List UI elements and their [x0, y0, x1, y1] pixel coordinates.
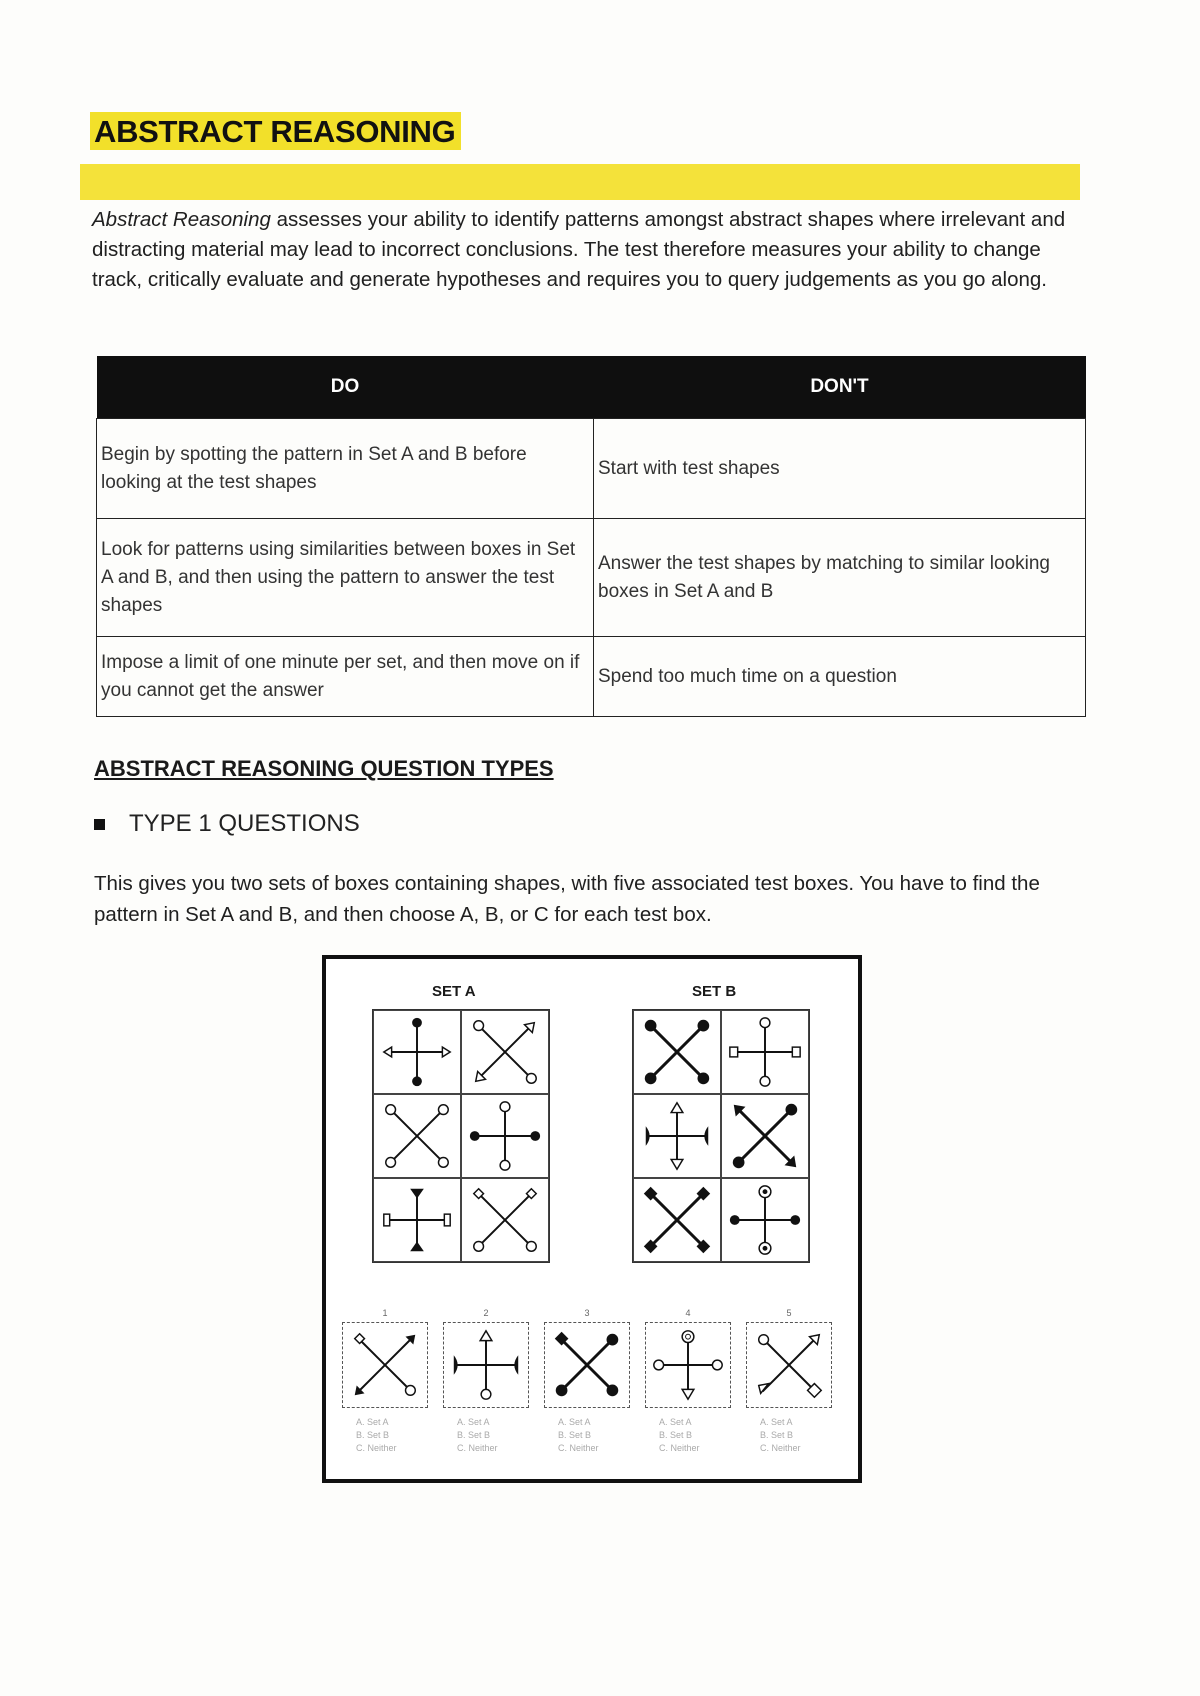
- answer-option[interactable]: A. Set A: [558, 1417, 591, 1427]
- answer-option[interactable]: A. Set A: [356, 1417, 389, 1427]
- answer-option[interactable]: C. Neither: [760, 1443, 801, 1453]
- square-bullet-icon: [94, 819, 105, 830]
- set-a-box: [373, 1178, 461, 1262]
- test-box: [544, 1308, 630, 1455]
- test-box: [342, 1308, 428, 1455]
- set-a-box: [461, 1178, 549, 1262]
- answer-option[interactable]: C. Neither: [659, 1443, 700, 1453]
- set-b-box: [721, 1178, 809, 1262]
- type1-heading-text: TYPE 1 QUESTIONS: [129, 810, 360, 837]
- test-box: [443, 1308, 529, 1455]
- dont-header: DON'T: [594, 356, 1086, 419]
- table-row: [97, 519, 1086, 637]
- answer-options: [342, 1416, 428, 1455]
- type1-description: This gives you two sets of boxes containing shapes, with five associated test boxes. You have to find the pattern in Set A and B, and then choose A, B, or C for each test box.: [94, 872, 1040, 926]
- table-row: [97, 637, 1086, 717]
- set-a-box: [373, 1094, 461, 1178]
- intro-text: assesses your ability to identify patterns amongst abstract shapes where irrelevant and distracting material may lead to incorrect conclusions. The test therefore measures your ability to change track, critically evaluate and generate hypotheses and requires you to query judgements as you go along.: [92, 208, 1066, 291]
- set-a-box: [461, 1094, 549, 1178]
- test-box-shape: [544, 1322, 630, 1408]
- answer-option[interactable]: A. Set A: [457, 1417, 490, 1427]
- set-b-label: SET B: [692, 983, 737, 1000]
- test-box-shape: [645, 1322, 731, 1408]
- answer-option[interactable]: B. Set B: [457, 1430, 491, 1440]
- set-a-grid: [372, 1009, 550, 1263]
- set-a-box: [461, 1010, 549, 1094]
- type1-heading: [94, 810, 360, 838]
- answer-options: [645, 1416, 731, 1455]
- dont-cell: Start with test shapes: [594, 419, 1086, 519]
- answer-option[interactable]: B. Set B: [558, 1430, 592, 1440]
- test-box: [746, 1308, 832, 1455]
- answer-option[interactable]: B. Set B: [356, 1430, 390, 1440]
- test-box: [645, 1308, 731, 1455]
- set-b-box: [721, 1010, 809, 1094]
- title-highlight-bar: [80, 164, 1080, 200]
- test-box-shape: [746, 1322, 832, 1408]
- do-cell: Begin by spotting the pattern in Set A and B before looking at the test shapes: [97, 419, 594, 519]
- set-a-label: SET A: [432, 983, 476, 1000]
- answer-options: [746, 1416, 832, 1455]
- test-box-shape: [342, 1322, 428, 1408]
- set-b-grid: [632, 1009, 810, 1263]
- set-a-box: [373, 1010, 461, 1094]
- set-b-box: [633, 1094, 721, 1178]
- answer-option[interactable]: B. Set B: [760, 1430, 794, 1440]
- test-number: 3: [584, 1308, 590, 1318]
- set-b-box: [721, 1094, 809, 1178]
- answer-option[interactable]: A. Set A: [760, 1417, 793, 1427]
- set-b-box: [633, 1010, 721, 1094]
- test-number: 1: [382, 1308, 388, 1318]
- answer-options: [544, 1416, 630, 1455]
- test-box-shape: [443, 1322, 529, 1408]
- do-cell: Impose a limit of one minute per set, and then move on if you cannot get the answer: [97, 637, 594, 717]
- test-number: 2: [483, 1308, 489, 1318]
- test-number: 4: [685, 1308, 691, 1318]
- dont-cell: Answer the test shapes by matching to similar looking boxes in Set A and B: [594, 519, 1086, 637]
- table-row: [97, 419, 1086, 519]
- set-b-box: [633, 1178, 721, 1262]
- abstract-reasoning-example-figure: [322, 955, 862, 1483]
- dont-cell: Spend too much time on a question: [594, 637, 1086, 717]
- do-dont-table: [96, 356, 1086, 717]
- question-types-heading: ABSTRACT REASONING QUESTION TYPES: [94, 756, 554, 781]
- answer-options: [443, 1416, 529, 1455]
- intro-emphasis: Abstract Reasoning: [92, 208, 271, 231]
- page-title: ABSTRACT REASONING: [90, 112, 461, 150]
- answer-option[interactable]: C. Neither: [457, 1443, 498, 1453]
- answer-option[interactable]: B. Set B: [659, 1430, 693, 1440]
- do-header: DO: [97, 356, 594, 419]
- answer-option[interactable]: C. Neither: [558, 1443, 599, 1453]
- intro-paragraph: [92, 205, 1082, 295]
- table-header-row: [97, 356, 1086, 419]
- answer-option[interactable]: A. Set A: [659, 1417, 692, 1427]
- answer-option[interactable]: C. Neither: [356, 1443, 397, 1453]
- test-number: 5: [786, 1308, 792, 1318]
- do-cell: Look for patterns using similarities between boxes in Set A and B, and then using the pattern to answer the test shapes: [97, 519, 594, 637]
